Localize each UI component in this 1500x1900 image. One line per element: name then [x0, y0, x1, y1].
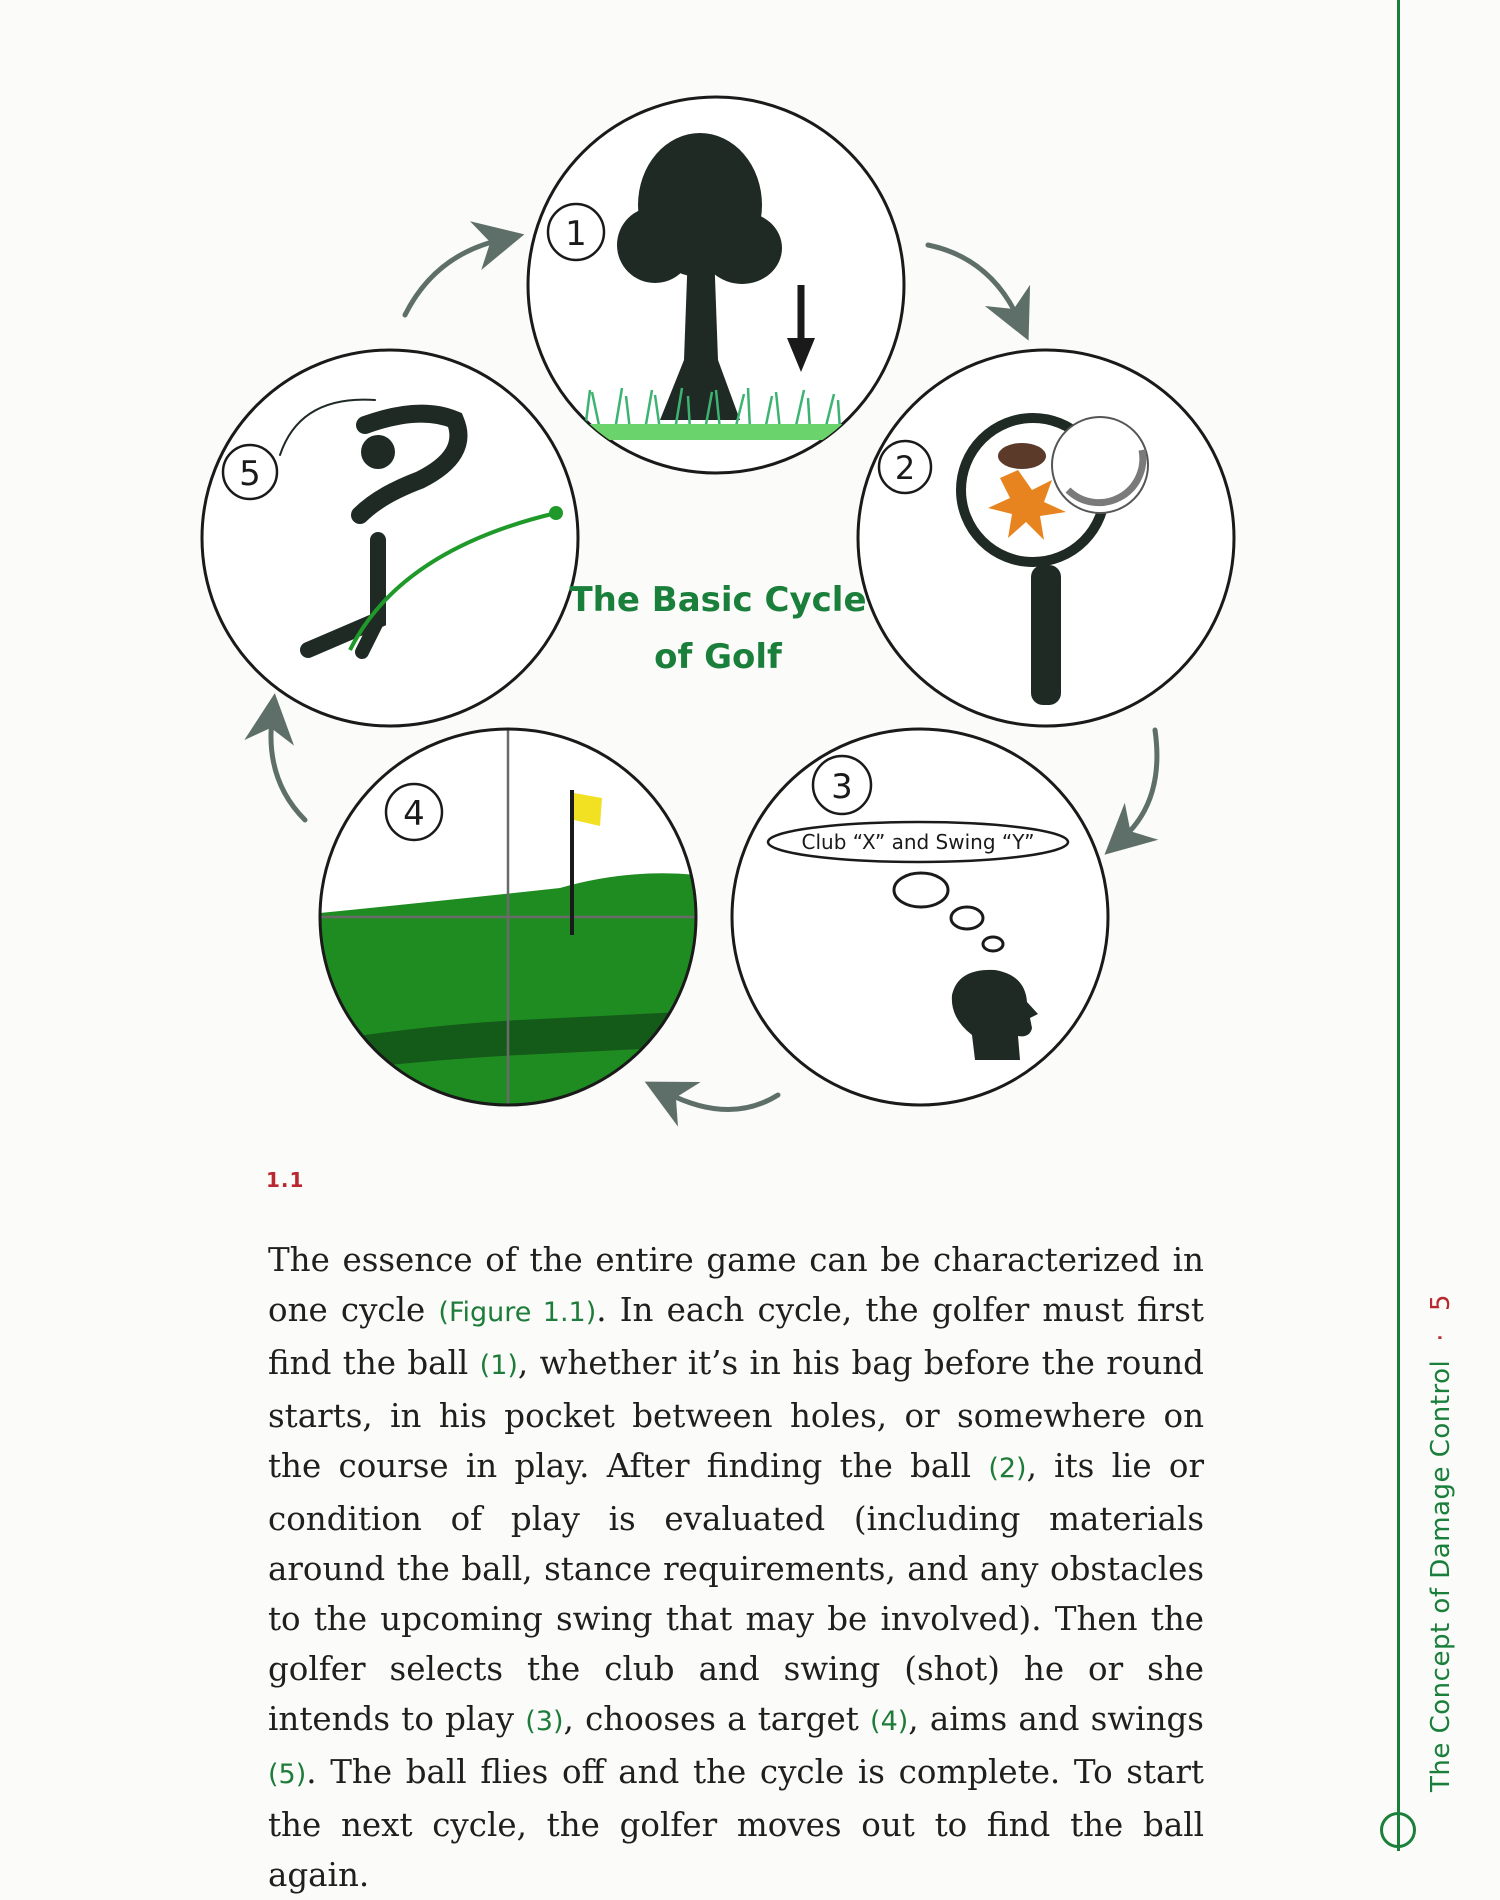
step-2-evaluate-lie [858, 350, 1234, 726]
margin-ring-icon [1380, 1812, 1416, 1848]
running-head-title: The Concept of Damage Control [1426, 1359, 1456, 1792]
body-text-4: , its lie or condition of play is evaluated (including materials around the ball, stance requirements, and any obstacles to the upcoming swing that may be involved). Then the golfer selects the club and swing (shot) he or she intends to play [268, 1447, 1204, 1738]
body-text-6: , aims and swings [908, 1700, 1204, 1738]
body-text-1: The essence of the entire game can be characterized in one cycle [268, 1241, 1204, 1329]
step-reference-3: (3) [525, 1706, 564, 1737]
margin-rule [1397, 0, 1400, 1851]
body-text-7: . The ball flies off and the cycle is complete. To start the next cycle, the golfer moves out to find the ball again. [268, 1753, 1204, 1894]
arrow-5-to-1 [405, 240, 500, 315]
golf-ball-icon [1052, 417, 1148, 513]
arrow-3-to-4 [667, 1093, 778, 1110]
step-reference-2: (2) [988, 1453, 1027, 1484]
arrow-4-to-5 [271, 718, 305, 820]
step-3-number: 3 [831, 767, 853, 807]
step-4-number: 4 [403, 794, 425, 834]
step-reference-5: (5) [268, 1759, 307, 1790]
figure-title-line-1: The Basic Cycle [569, 580, 867, 620]
step-5-number: 5 [239, 454, 261, 494]
step-3-select-shot [732, 729, 1108, 1105]
step-4-choose-target [300, 729, 720, 1120]
step-2-number: 2 [894, 449, 916, 487]
body-paragraph [268, 1235, 1204, 1900]
green-terrain [300, 873, 720, 1120]
page-number: 5 [1426, 1293, 1456, 1312]
running-head-separator: · [1426, 1333, 1456, 1342]
step-reference-1: (1) [479, 1350, 518, 1381]
pebble-icon [998, 443, 1046, 469]
running-head [1426, 1294, 1456, 1792]
step-5-swing [202, 350, 578, 726]
arrow-1-to-2 [928, 245, 1018, 318]
step-1-find-ball [528, 97, 904, 473]
step-1-number: 1 [565, 214, 587, 254]
figure-label: 1.1 [266, 1168, 305, 1192]
figure-title-line-2: of Golf [654, 637, 782, 677]
arrow-2-to-3 [1123, 730, 1157, 838]
body-text-3: , whether it’s in his bag before the round starts, in his pocket between holes, or somewhere on the course in play. After finding the ball [268, 1344, 1204, 1485]
thought-bubble-text: Club “X” and Swing “Y” [801, 830, 1035, 854]
figure-reference: (Figure 1.1) [438, 1297, 597, 1328]
body-text-2: . In each cycle, the golfer must first find the ball [268, 1291, 1204, 1382]
body-text-5: , chooses a target [563, 1700, 871, 1738]
step-reference-4: (4) [870, 1706, 909, 1737]
